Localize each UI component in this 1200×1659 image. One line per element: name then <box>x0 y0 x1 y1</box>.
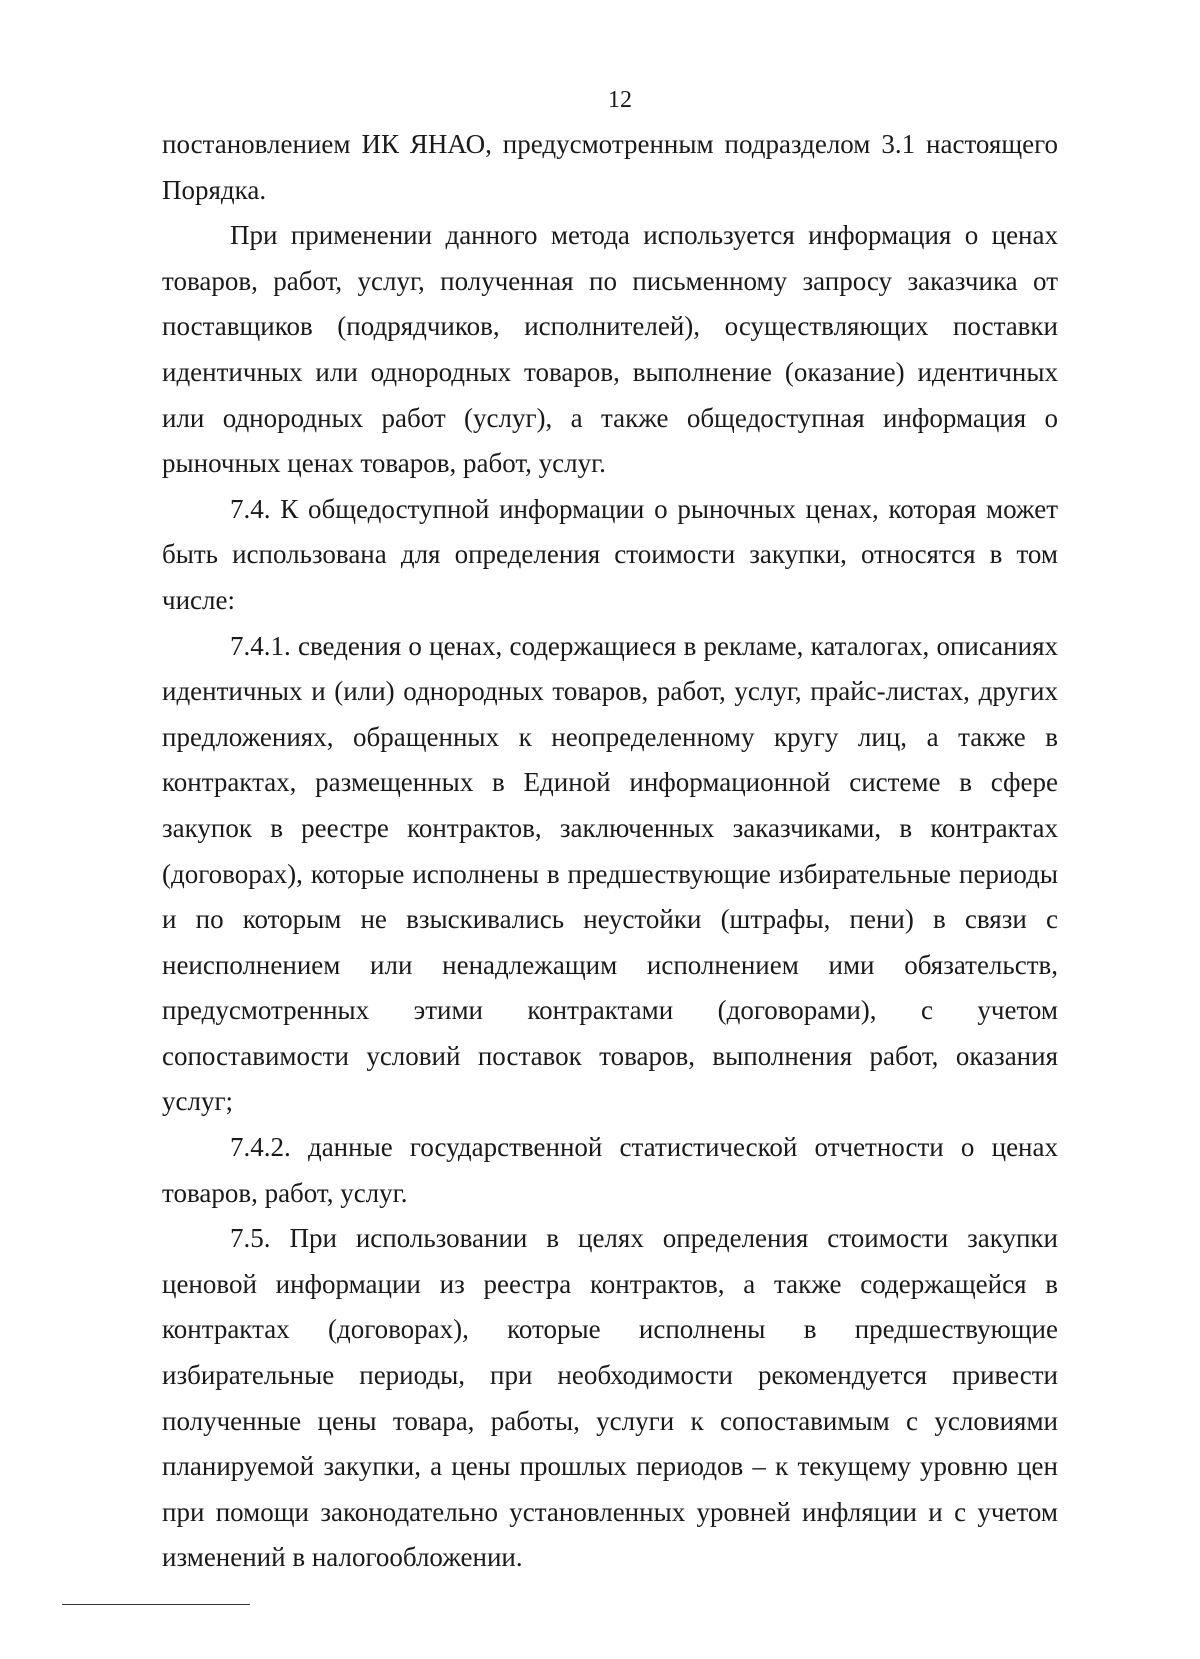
document-body <box>162 122 1058 1581</box>
paragraph-7-5: 7.5. При использовании в целях определения стоимости закупки ценовой информации из реестра контрактов, а также содержащейся в контрактах (договорах), которые исполнены в предшествующие избирательные периоды, при необходимости рекомендуется привести полученные цены товара, работы, услуги к сопоставимым с условиями планируемой закупки, а цены прошлых периодов – к текущему уровню цен при помощи законодательно установленных уровней инфляции и с учетом изменений в налогообложении. <box>162 1223 1058 1573</box>
paragraph-7-4: 7.4. К общедоступной информации о рыночных ценах, которая может быть использована для определения стоимости закупки, относятся в том числе: <box>162 493 1058 615</box>
paragraph-7-4-1: 7.4.1. сведения о ценах, содержащиеся в рекламе, каталогах, описаниях идентичных и (или) однородных товаров, работ, услуг, прайс-листах, других предложениях, обращенных к неопределенному кругу лиц, а также в контрактах, размещенных в Единой информационной системе в сфере закупок в реестре контрактов, заключенных заказчиками, в контрактах (договорах), которые исполнены в предшествующие избирательные периоды и по которым не взыскивались неустойки (штрафы, пени) в связи с неисполнением или ненадлежащим исполнением ими обязательств, предусмотренных этими контрактами (договорами), с учетом сопоставимости условий поставок товаров, выполнения работ, оказания услуг; <box>162 630 1058 1117</box>
paragraph-continuation: постановлением ИК ЯНАО, предусмотренным подразделом 3.1 настоящего Порядка. <box>162 129 1058 205</box>
paragraph-method-info: При применении данного метода используется информация о ценах товаров, работ, услуг, полученная по письменному запросу заказчика от поставщиков (подрядчиков, исполнителей), осуществляющих поставки идентичных или однородных товаров, выполнение (оказание) идентичных или однородных работ (услуг), а также общедоступная информация о рыночных ценах товаров, работ, услуг. <box>162 220 1058 479</box>
page-number: 12 <box>608 87 632 113</box>
paragraph-7-4-2: 7.4.2. данные государственной статистической отчетности о ценах товаров, работ, услуг. <box>162 1132 1058 1208</box>
footnote-rule <box>62 1604 250 1605</box>
